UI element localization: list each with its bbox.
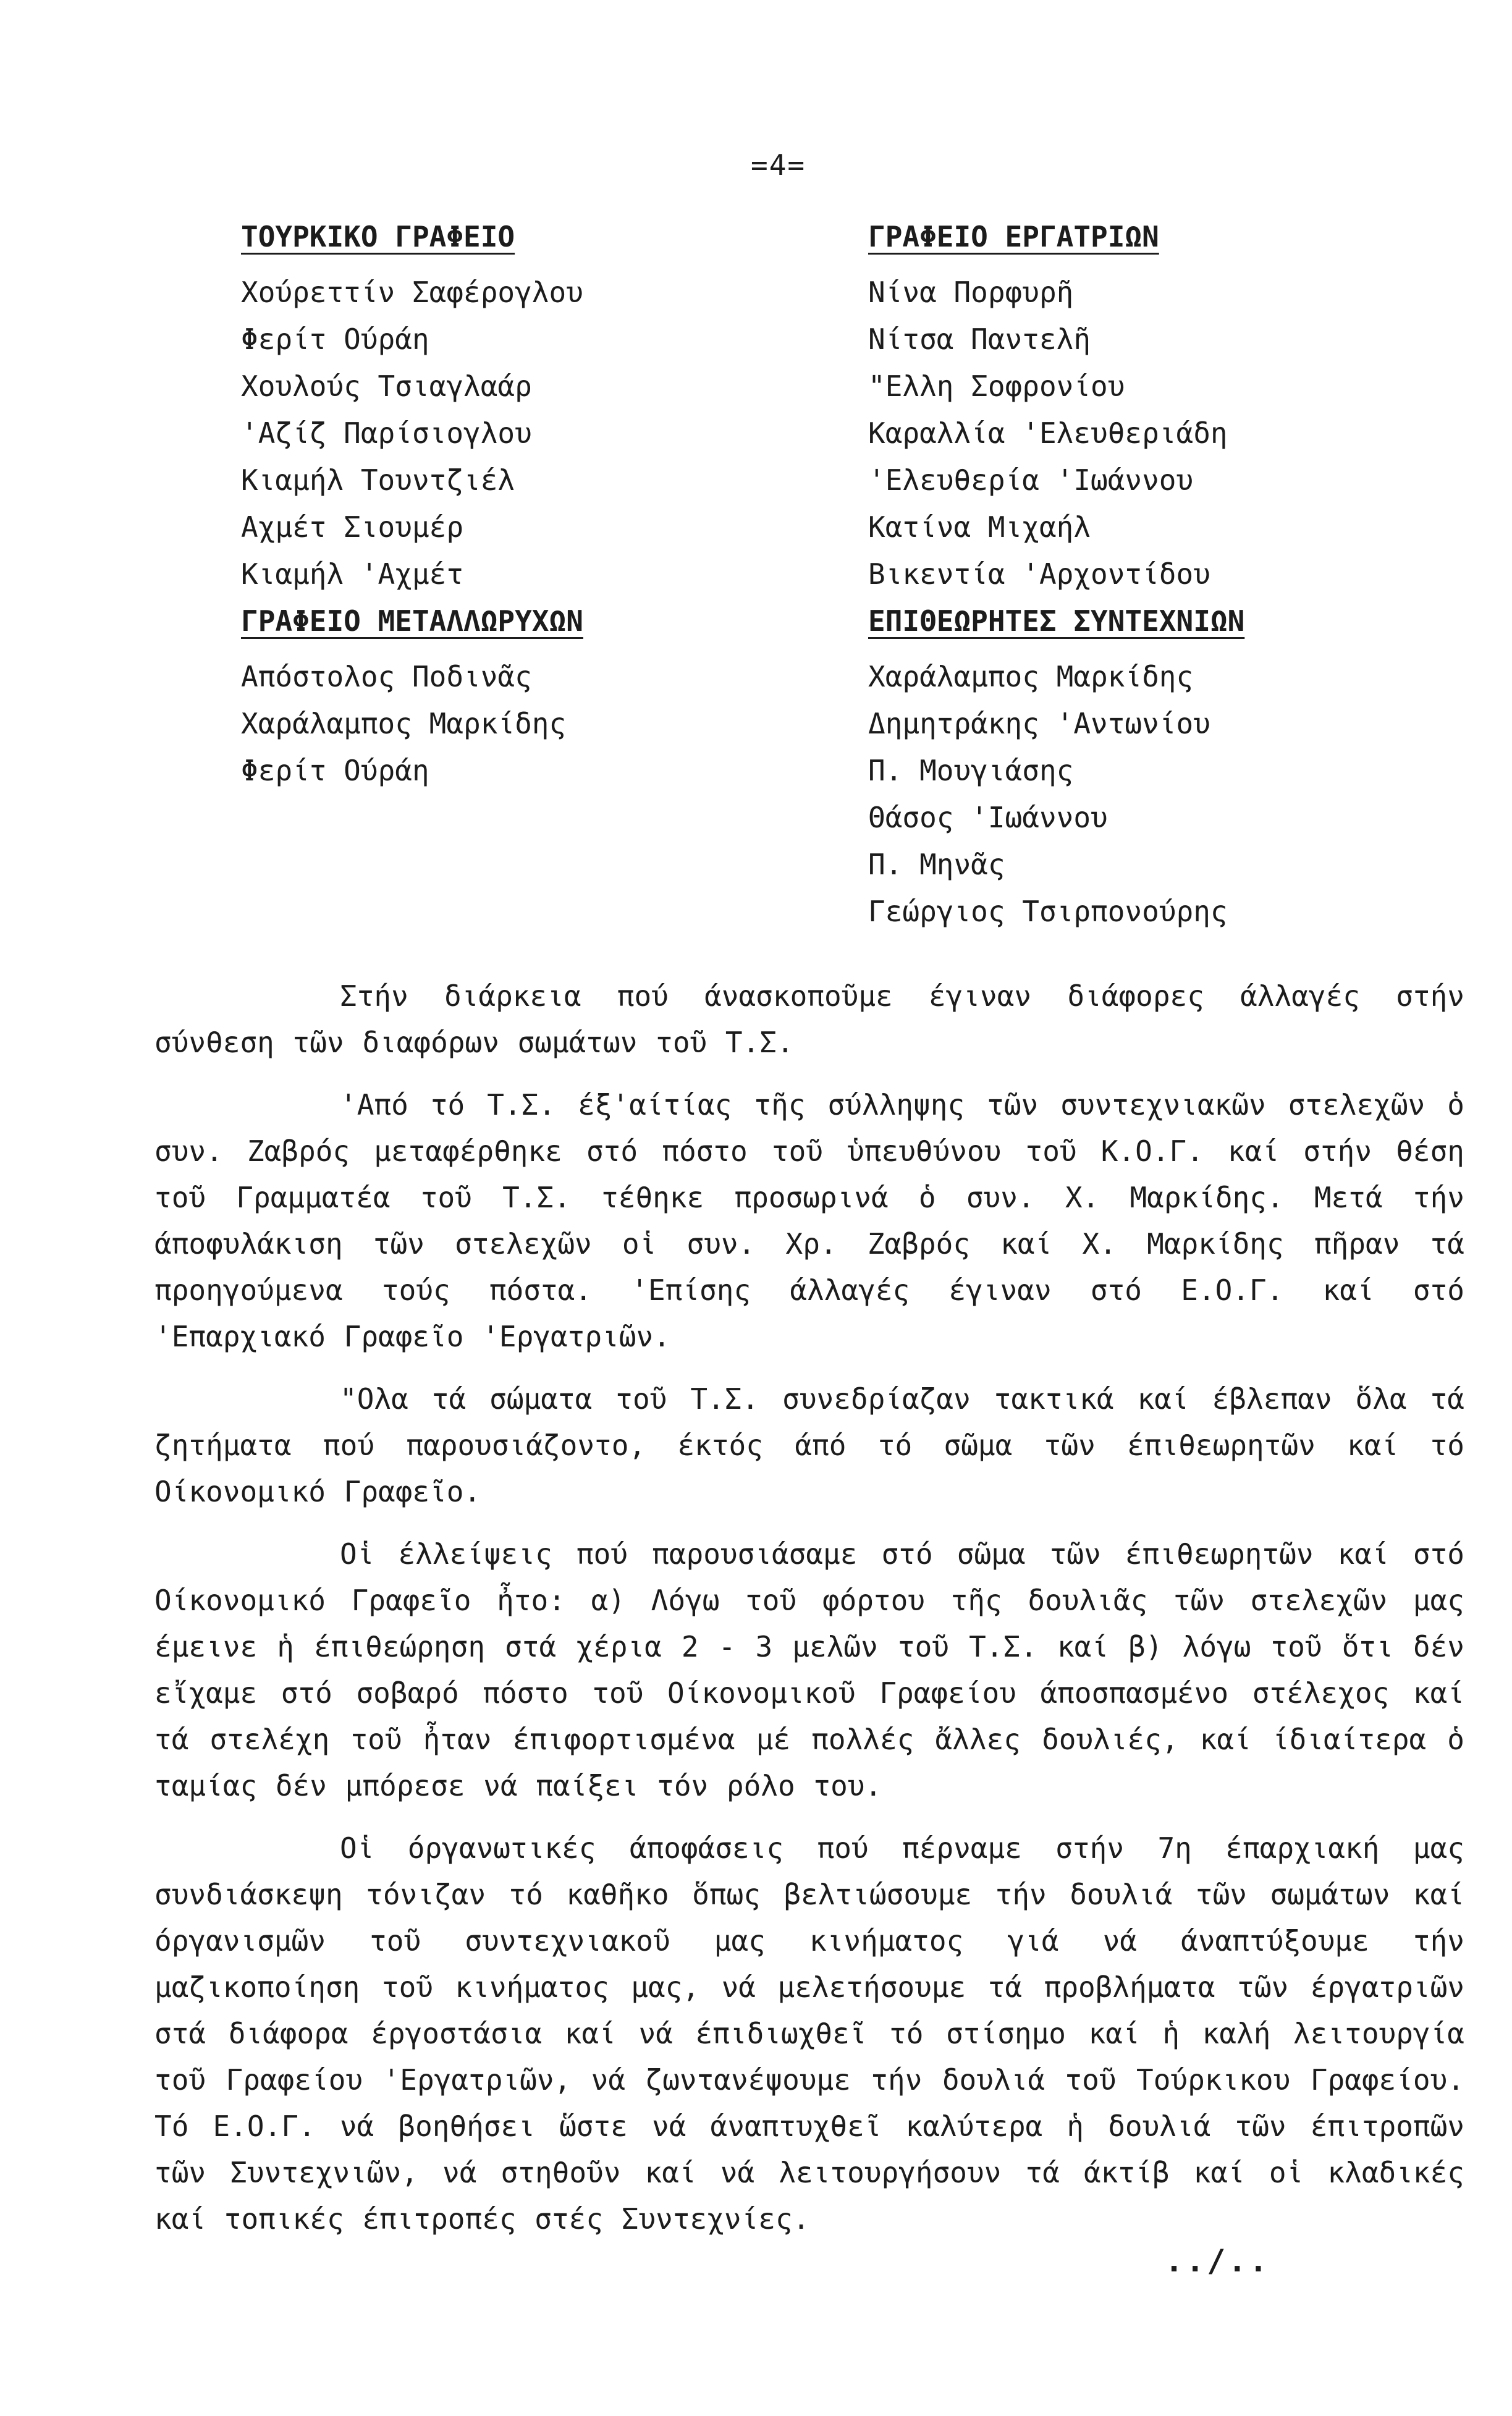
- report-body: [154, 973, 1464, 2258]
- section-heading-union-inspectors: ΕΠΙΘΕΩΡΗΤΕΣ ΣΥΝΤΕΧΝΙΩΝ: [868, 604, 1245, 638]
- section-heading-women-workers-office: ΓΡΑΦΕΙΟ ΕΡΓΑΤΡΙΩΝ: [868, 220, 1159, 253]
- page-number: =4=: [751, 148, 806, 182]
- paragraph: Στήν διάρκεια πού άνασκοποῦμε έγιναν διάφορες άλλαγές στήν σύνθεση τῶν διαφόρων σωμάτων τοῦ Τ.Σ.: [154, 979, 1464, 1059]
- member-name: Καραλλία 'Ελευθεριάδη: [868, 416, 1228, 450]
- member-name: Βικεντία 'Αρχοντίδου: [868, 557, 1210, 591]
- member-name: Γεώργιος Τσιρπονούρης: [868, 895, 1228, 928]
- women-workers-office-members: [868, 269, 1486, 598]
- turkish-office-members: [241, 269, 797, 598]
- member-name: Χούρεττίν Σαφέρογλου: [241, 276, 583, 309]
- member-name: Νίνα Πορφυρῆ: [868, 276, 1074, 309]
- member-name: Φερίτ Ούράη: [241, 323, 429, 356]
- member-name: Κιαμήλ 'Αχμέτ: [241, 557, 464, 591]
- section-heading-turkish-office: ΤΟΥΡΚΙΚΟ ΓΡΑΦΕΙΟ: [241, 220, 515, 253]
- continuation-mark: ../..: [1165, 2243, 1270, 2279]
- member-name: Θάσος 'Ιωάννου: [868, 801, 1108, 834]
- member-name: Απόστολος Ποδινᾶς: [241, 660, 532, 693]
- member-name: Αχμέτ Σιουμέρ: [241, 510, 464, 544]
- paragraph: 'Από τό Τ.Σ. έξ'αίτίας τῆς σύλληψης τῶν συντεχνιακῶν στελεχῶν ὁ συν. Ζαβρός μεταφέρθηκε στό πόστο τοῦ ὑπευθύνου τοῦ Κ.Ο.Γ. καί στήν θέση τοῦ Γραμματέα τοῦ Τ.Σ. τέθηκε προσωρινά ὁ συν. Χ. Μαρκίδης. Μετά τήν άποφυλάκιση τῶν στελεχῶν οἱ συν. Χρ. Ζαβρός καί Χ. Μαρκίδης πῆραν τά προηγούμενα τούς πόστα. 'Επίσης άλλαγές έγιναν στό Ε.Ο.Γ. καί στό 'Επαρχιακό Γραφεῖο 'Εργατριῶν.: [154, 1088, 1464, 1353]
- member-name: Χουλούς Τσιαγλαάρ: [241, 370, 532, 403]
- member-name: Π. Μουγιάσης: [868, 754, 1074, 787]
- paragraph: "Ολα τά σώματα τοῦ Τ.Σ. συνεδρίαζαν τακτικά καί έβλεπαν ὅλα τά ζητήματα πού παρουσιάζοντο, έκτός άπό τό σῶμα τῶν έπιθεωρητῶν καί τό Οίκονομικό Γραφεῖο.: [154, 1382, 1464, 1508]
- paragraph: Οἱ όργανωτικές άποφάσεις πού πέρναμε στήν 7η έπαρχιακή μας συνδιάσκεψη τόνιζαν τό καθῆκο ὅπως βελτιώσουμε τήν δουλιά τῶν σωμάτων καί όργανισμῶν τοῦ συντεχνιακοῦ μας κινήματος γιά νά άναπτύξουμε τήν μαζικοποίηση τοῦ κινήματος μας, νά μελετήσουμε τά προβλήματα τῶν έργατριῶν στά διάφορα έργοστάσια καί νά έπιδιωχθεῖ τό στίσημο καί ἡ καλή λειτουργία τοῦ Γραφείου 'Εργατριῶν, νά ζωντανέψουμε τήν δουλιά τοῦ Τούρκικου Γραφείου. Τό Ε.Ο.Γ. νά βοηθήσει ὥστε νά άναπτυχθεῖ καλύτερα ἡ δουλιά τῶν έπιτροπῶν τῶν Συντεχνιῶν, νά στηθοῦν καί νά λειτουργήσουν τά άκτίβ καί οἱ κλαδικές καί τοπικές έπιτροπές στές Συντεχνίες.: [154, 1831, 1464, 2236]
- member-name: Νίτσα Παντελῆ: [868, 323, 1091, 356]
- member-name: Κατίνα Μιχαήλ: [868, 510, 1091, 544]
- member-name: Δημητράκης 'Αντωνίου: [868, 707, 1210, 740]
- member-name: "Ελλη Σοφρονίου: [868, 370, 1125, 403]
- member-name: Π. Μηνᾶς: [868, 848, 1005, 881]
- union-inspectors-members: [868, 653, 1486, 935]
- member-name: Χαράλαμπος Μαρκίδης: [868, 660, 1194, 693]
- member-name: Φερίτ Ούράη: [241, 754, 429, 787]
- miners-office-members: [241, 653, 797, 794]
- left-column: [241, 213, 797, 794]
- right-column: [868, 213, 1486, 935]
- member-name: 'Αζίζ Παρίσιογλου: [241, 416, 532, 450]
- section-heading-miners-office: ΓΡΑΦΕΙΟ ΜΕΤΑΛΛΩΡΥΧΩΝ: [241, 604, 583, 638]
- member-name: Κιαμήλ Τουντζιέλ: [241, 463, 515, 497]
- paragraph: Οἱ έλλείψεις πού παρουσιάσαμε στό σῶμα τῶν έπιθεωρητῶν καί στό Οίκονομικό Γραφεῖο ἦτο: α) Λόγω τοῦ φόρτου τῆς δουλιᾶς τῶν στελεχῶν μας έμεινε ἡ έπιθεώρηση στά χέρια 2 - 3 μελῶν τοῦ Τ.Σ. καί β) λόγω τοῦ ὅτι δέν εἴχαμε στό σοβαρό πόστο τοῦ Οίκονομικοῦ Γραφείου άποσπασμένο στέλεχος καί τά στελέχη τοῦ ἦταν έπιφορτισμένα μέ πολλές ἄλλες δουλιές, καί ίδιαίτερα ὁ ταμίας δέν μπόρεσε νά παίξει τόν ρόλο του.: [154, 1537, 1464, 1802]
- member-name: 'Ελευθερία 'Ιωάννου: [868, 463, 1194, 497]
- member-name: Χαράλαμπος Μαρκίδης: [241, 707, 567, 740]
